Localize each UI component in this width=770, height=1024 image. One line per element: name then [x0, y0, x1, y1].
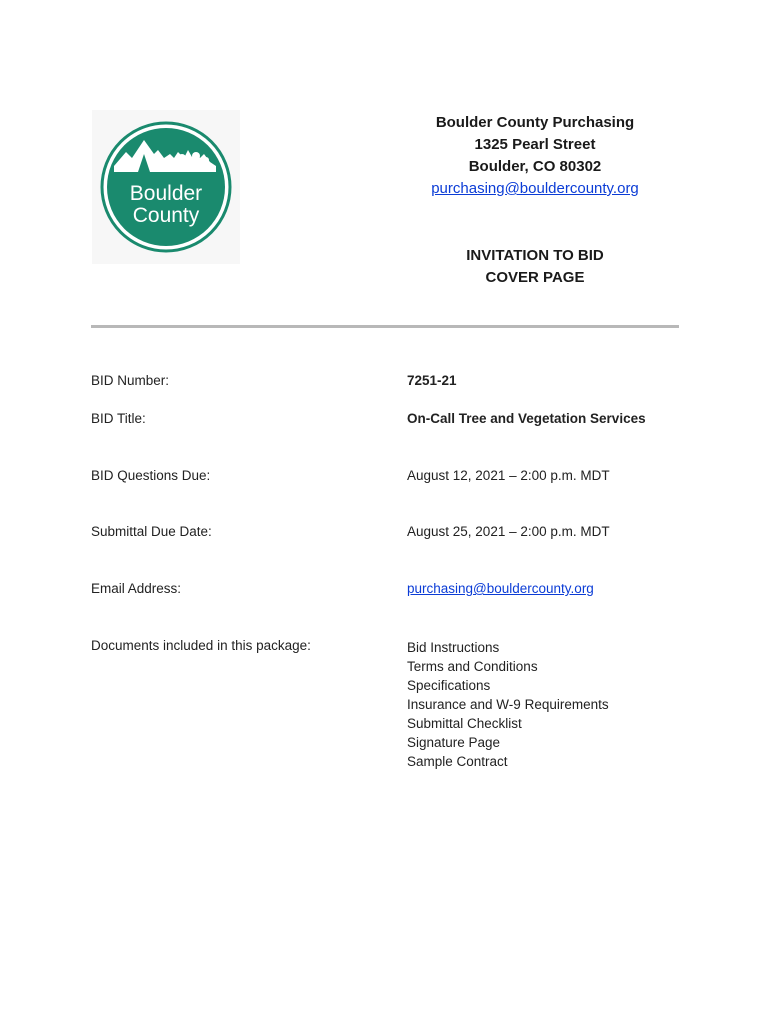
boulder-county-logo	[92, 110, 240, 264]
questions-due-label: BID Questions Due:	[91, 468, 211, 483]
list-item: Specifications	[407, 678, 491, 693]
submittal-due-value: August 25, 2021 – 2:00 p.m. MDT	[407, 524, 610, 539]
list-item: Signature Page	[407, 735, 501, 750]
city-state-zip: Boulder, CO 80302	[468, 158, 602, 175]
list-item: Insurance and W-9 Requirements	[407, 697, 609, 712]
bid-number-value: 7251-21	[407, 373, 457, 388]
email-address-link[interactable]: purchasing@bouldercounty.org	[407, 581, 594, 596]
bid-title-value: On-Call Tree and Vegetation Services	[407, 411, 646, 426]
org-name: Boulder County Purchasing	[435, 114, 635, 131]
logo-text-line2: County	[132, 204, 200, 227]
document-title	[400, 245, 670, 289]
bid-title-label: BID Title:	[91, 411, 146, 426]
list-item: Terms and Conditions	[407, 659, 538, 674]
documents-list	[407, 638, 609, 771]
title-line2: COVER PAGE	[485, 269, 585, 286]
submittal-due-label: Submittal Due Date:	[91, 524, 212, 539]
documents-label: Documents included in this package:	[91, 638, 311, 653]
list-item: Sample Contract	[407, 754, 508, 769]
email-address-label: Email Address:	[91, 581, 182, 596]
title-line1: INVITATION TO BID	[466, 247, 604, 264]
questions-due-value: August 12, 2021 – 2:00 p.m. MDT	[407, 468, 610, 483]
list-item: Bid Instructions	[407, 640, 500, 655]
horizontal-divider	[91, 325, 679, 328]
purchasing-header	[400, 112, 670, 200]
list-item: Submittal Checklist	[407, 716, 522, 731]
header-email-link[interactable]: purchasing@bouldercounty.org	[431, 180, 639, 197]
logo-text-line1: Boulder	[129, 182, 203, 205]
bid-number-label: BID Number:	[91, 373, 170, 388]
street-address: 1325 Pearl Street	[474, 136, 596, 153]
